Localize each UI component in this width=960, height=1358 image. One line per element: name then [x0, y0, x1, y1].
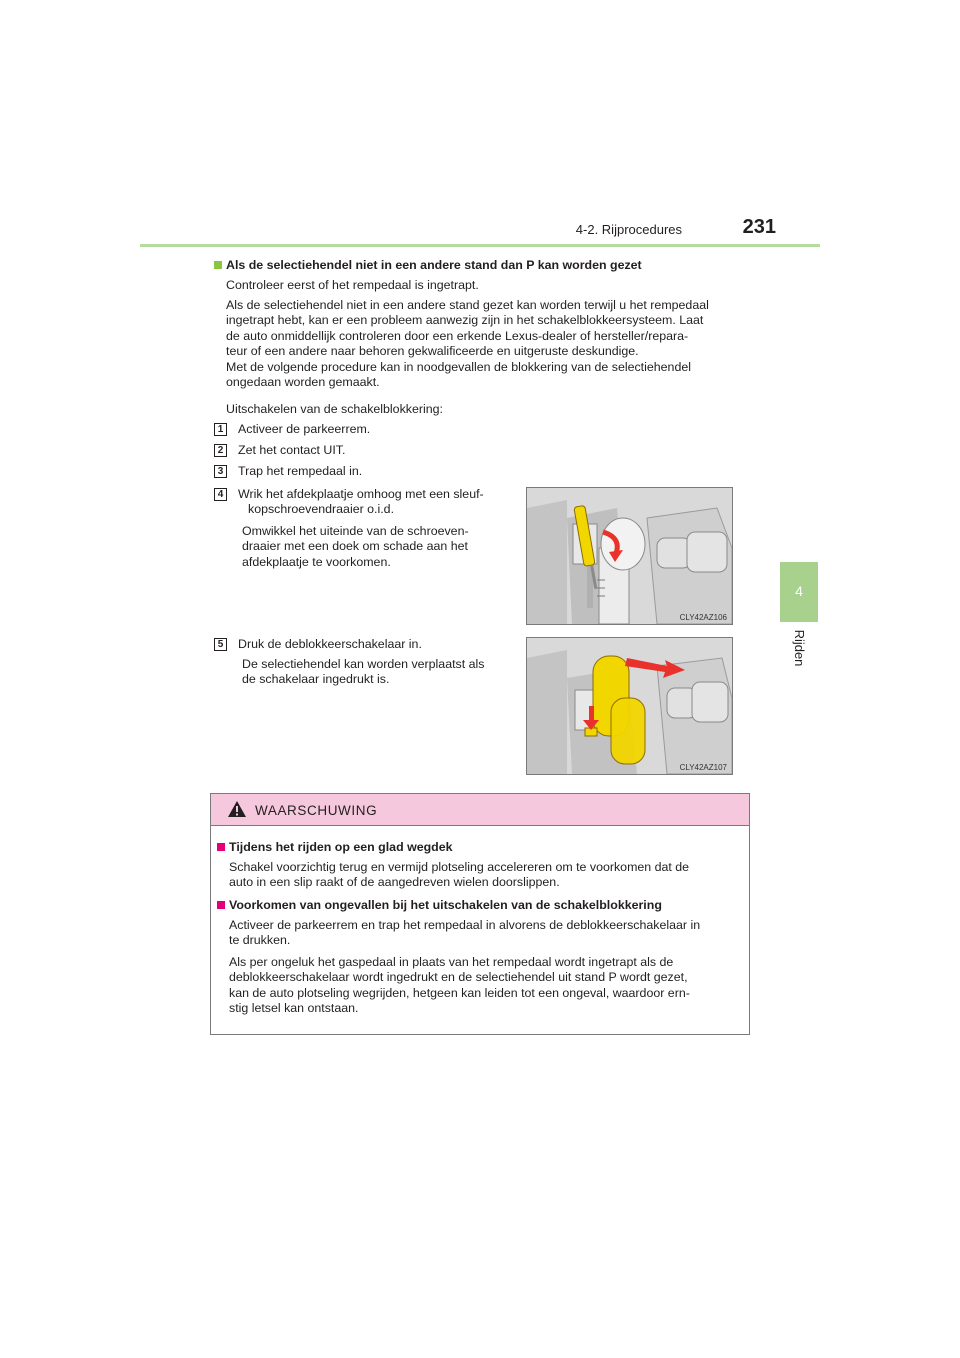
step-text: Zet het contact UIT. — [238, 443, 346, 457]
step-number: 4 — [214, 488, 227, 501]
section-title: 4-2. Rijprocedures — [575, 222, 682, 237]
figure-code: CLY42AZ107 — [679, 763, 727, 772]
bullet-square-icon — [214, 261, 222, 269]
red-arrow-icon — [589, 706, 594, 722]
bullet-square-icon — [217, 843, 225, 851]
bullet-square-icon — [217, 901, 225, 909]
shift-console-illustration — [527, 488, 732, 624]
warning-box — [210, 793, 750, 1035]
intro-text: Controleer eerst of het rempedaal is ingetrapt. — [226, 278, 479, 292]
shift-lever-illustration — [527, 638, 732, 774]
warning-item-heading: Tijdens het rijden op een glad wegdek — [217, 840, 453, 855]
figure-code: CLY42AZ106 — [679, 613, 727, 622]
warning-triangle-icon — [227, 800, 247, 818]
warning-item-heading: Voorkomen van ongevallen bij het uitschakelen van de schakelblokkering — [217, 898, 662, 913]
figure-release-button — [526, 637, 733, 775]
warning-item-text: Als per ongeluk het gaspedaal in plaats van het rempedaal wordt ingetrapt als de deblokkeerschakelaar wordt ingedrukt en de selectiehendel uit stand P wordt gezet, kan de auto plotseling wegrijden, hetgeen kan leiden tot een ongeval, waardoor ern- stig letsel kan ontstaan. — [229, 955, 690, 1016]
chapter-tab[interactable]: 4 — [780, 562, 818, 620]
step-number: 1 — [214, 423, 227, 436]
warning-header — [211, 794, 749, 826]
warning-title: WAARSCHUWING — [255, 803, 378, 818]
step-note: Omwikkel het uiteinde van de schroeven- draaier met een doek om schade aan het afdekplaatje te voorkomen. — [242, 524, 469, 569]
header-rule — [140, 244, 820, 247]
page-number: 231 — [742, 216, 776, 238]
warning-item-text: Activeer de parkeerrem en trap het rempedaal in alvorens de deblokkeerschakelaar in te drukken. — [229, 918, 701, 948]
section-heading: Als de selectiehendel niet in een andere stand dan P kan worden gezet — [214, 258, 642, 273]
step-number: 3 — [214, 465, 227, 478]
figure-screwdriver — [526, 487, 733, 625]
step-text: Trap het rempedaal in. — [238, 464, 363, 478]
explanation-paragraph: Als de selectiehendel niet in een andere stand gezet kan worden terwijl u het rempedaal ingetrapt hebt, kan er een probleem aanwezig zijn in het schakelblokkeersysteem. Laat de auto onmiddellijk controleren door een erkende Lexus-dealer of hersteller/repara- teur of een andere naar behoren gekwalificeerde en uitgeruste deskundige. Met de volgende procedure kan in noodgevallen de blokkering van de selectiehendel ongedaan worden gemaakt. — [226, 298, 709, 390]
step-note: De selectiehendel kan worden verplaatst als de schakelaar ingedrukt is. — [242, 657, 485, 687]
warning-item-text: Schakel voorzichtig terug en vermijd plotseling accelereren om te voorkomen dat de auto in een slip raakt of de aangedreven wielen doorslippen. — [229, 860, 690, 890]
step-text: Activeer de parkeerrem. — [238, 422, 371, 436]
step-number: 2 — [214, 444, 227, 457]
chapter-label: Rijden — [792, 629, 807, 667]
step-text: Druk de deblokkeerschakelaar in. — [238, 637, 422, 651]
procedure-intro: Uitschakelen van de schakelblokkering: — [226, 402, 443, 416]
step-text: Wrik het afdekplaatje omhoog met een sleuf- kopschroevendraaier o.i.d. — [238, 487, 484, 517]
step-number: 5 — [214, 638, 227, 651]
